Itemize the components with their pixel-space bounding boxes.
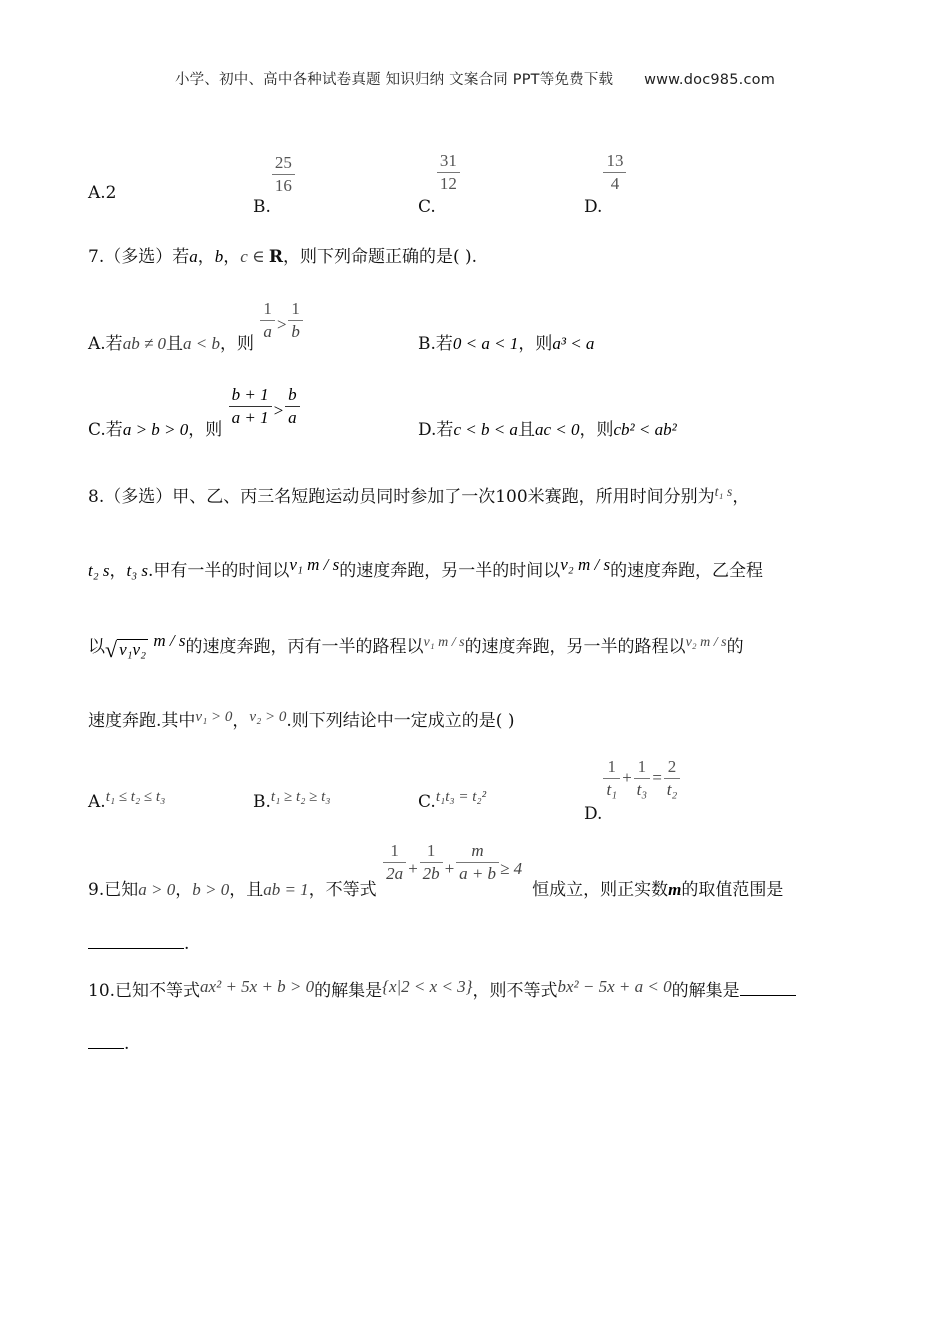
q7-stem: 7.（多选）若a，b，c ∈ R，则下列命题正确的是( ). bbox=[88, 247, 478, 267]
q8-option-d: D. $\frac{1}{\text{t₁}}$ + $\frac{1}{\text{t₃}}$ = $\frac{2}{\text{t₂}}$ bbox=[584, 758, 681, 803]
q7-option-d: D.若c < b < a且ac < 0，则cb² < ab² bbox=[418, 420, 677, 440]
q8-line-3: 以√ v₁v₂ m / s的速度奔跑，丙有一半的路程以$^{v_1 m / s}$的速度奔跑，另一半的路程以$^{v_2 m / s}$的 bbox=[88, 631, 744, 662]
header-text: 小学、初中、高中各种试卷真题 知识归纳 文案合同 PPT等免费下载 bbox=[174, 72, 614, 88]
q7-option-c: C.若a > b > 0，则 $\frac{b + 1}{a + 1}$ > $\frac{b}{a}$ bbox=[88, 386, 301, 431]
q6-option-c: C. $\frac{31}{12}$ bbox=[418, 152, 461, 197]
header-site: www.doc985.com bbox=[644, 72, 776, 88]
q9-answer-line: . bbox=[88, 932, 189, 954]
q8-line-1: 8.（多选）甲、乙、丙三名短跑运动员同时参加了一次100米赛跑，所用时间分别为$^{t_1 s}$， bbox=[88, 485, 750, 507]
q8-line-2: t₂ s，t₃ s.甲有一半的时间以v₁ m / s的速度奔跑，另一半的时间以v₂ m / s的速度奔跑，乙全程 bbox=[88, 555, 764, 581]
q7-option-a: A.若ab ≠ 0且a < b，则 $\frac{1}{a}$ > $\frac{1}{b}$ bbox=[88, 300, 304, 345]
q10-answer-line: . bbox=[88, 1032, 129, 1054]
q9-blank[interactable] bbox=[88, 932, 184, 949]
q10-blank-2[interactable] bbox=[88, 1032, 124, 1049]
page-header bbox=[0, 68, 950, 89]
q7-option-b: B.若0 < a < 1，则a³ < a bbox=[418, 334, 595, 354]
sqrt-v1v2: √ v₁v₂ bbox=[105, 636, 146, 662]
q8-option-a: A.t₁ ≤ t₂ ≤ t₃ bbox=[88, 789, 166, 812]
q8-option-b: B.t₁ ≥ t₂ ≥ t₃ bbox=[253, 789, 331, 812]
q10-blank-1[interactable] bbox=[740, 979, 796, 996]
q6-option-a: A.2 bbox=[88, 183, 117, 203]
q8-line-4: 速度奔跑.其中v₁ > 0，v₂ > 0.则下列结论中一定成立的是( ) bbox=[88, 709, 515, 731]
q6-option-b: B. $\frac{25}{16}$ bbox=[253, 152, 296, 197]
q9-stem: 9.已知a > 0，b > 0，且ab = 1，不等式 $\frac{1}{2a}$ + $\frac{1}{2b}$ + $\frac{m}{a + b}$ ≥ 4恒成立，则正实数m的取值范围是 bbox=[88, 841, 784, 900]
q8-option-c: C.t₁t₃ = t₂² bbox=[418, 789, 487, 812]
q10-stem: 10.已知不等式ax² + 5x + b > 0的解集是{x|2 < x < 3}，则不等式bx² − 5x + a < 0的解集是 bbox=[88, 976, 796, 1001]
q6-option-d: D. $\frac{13}{4}$ bbox=[584, 152, 627, 197]
